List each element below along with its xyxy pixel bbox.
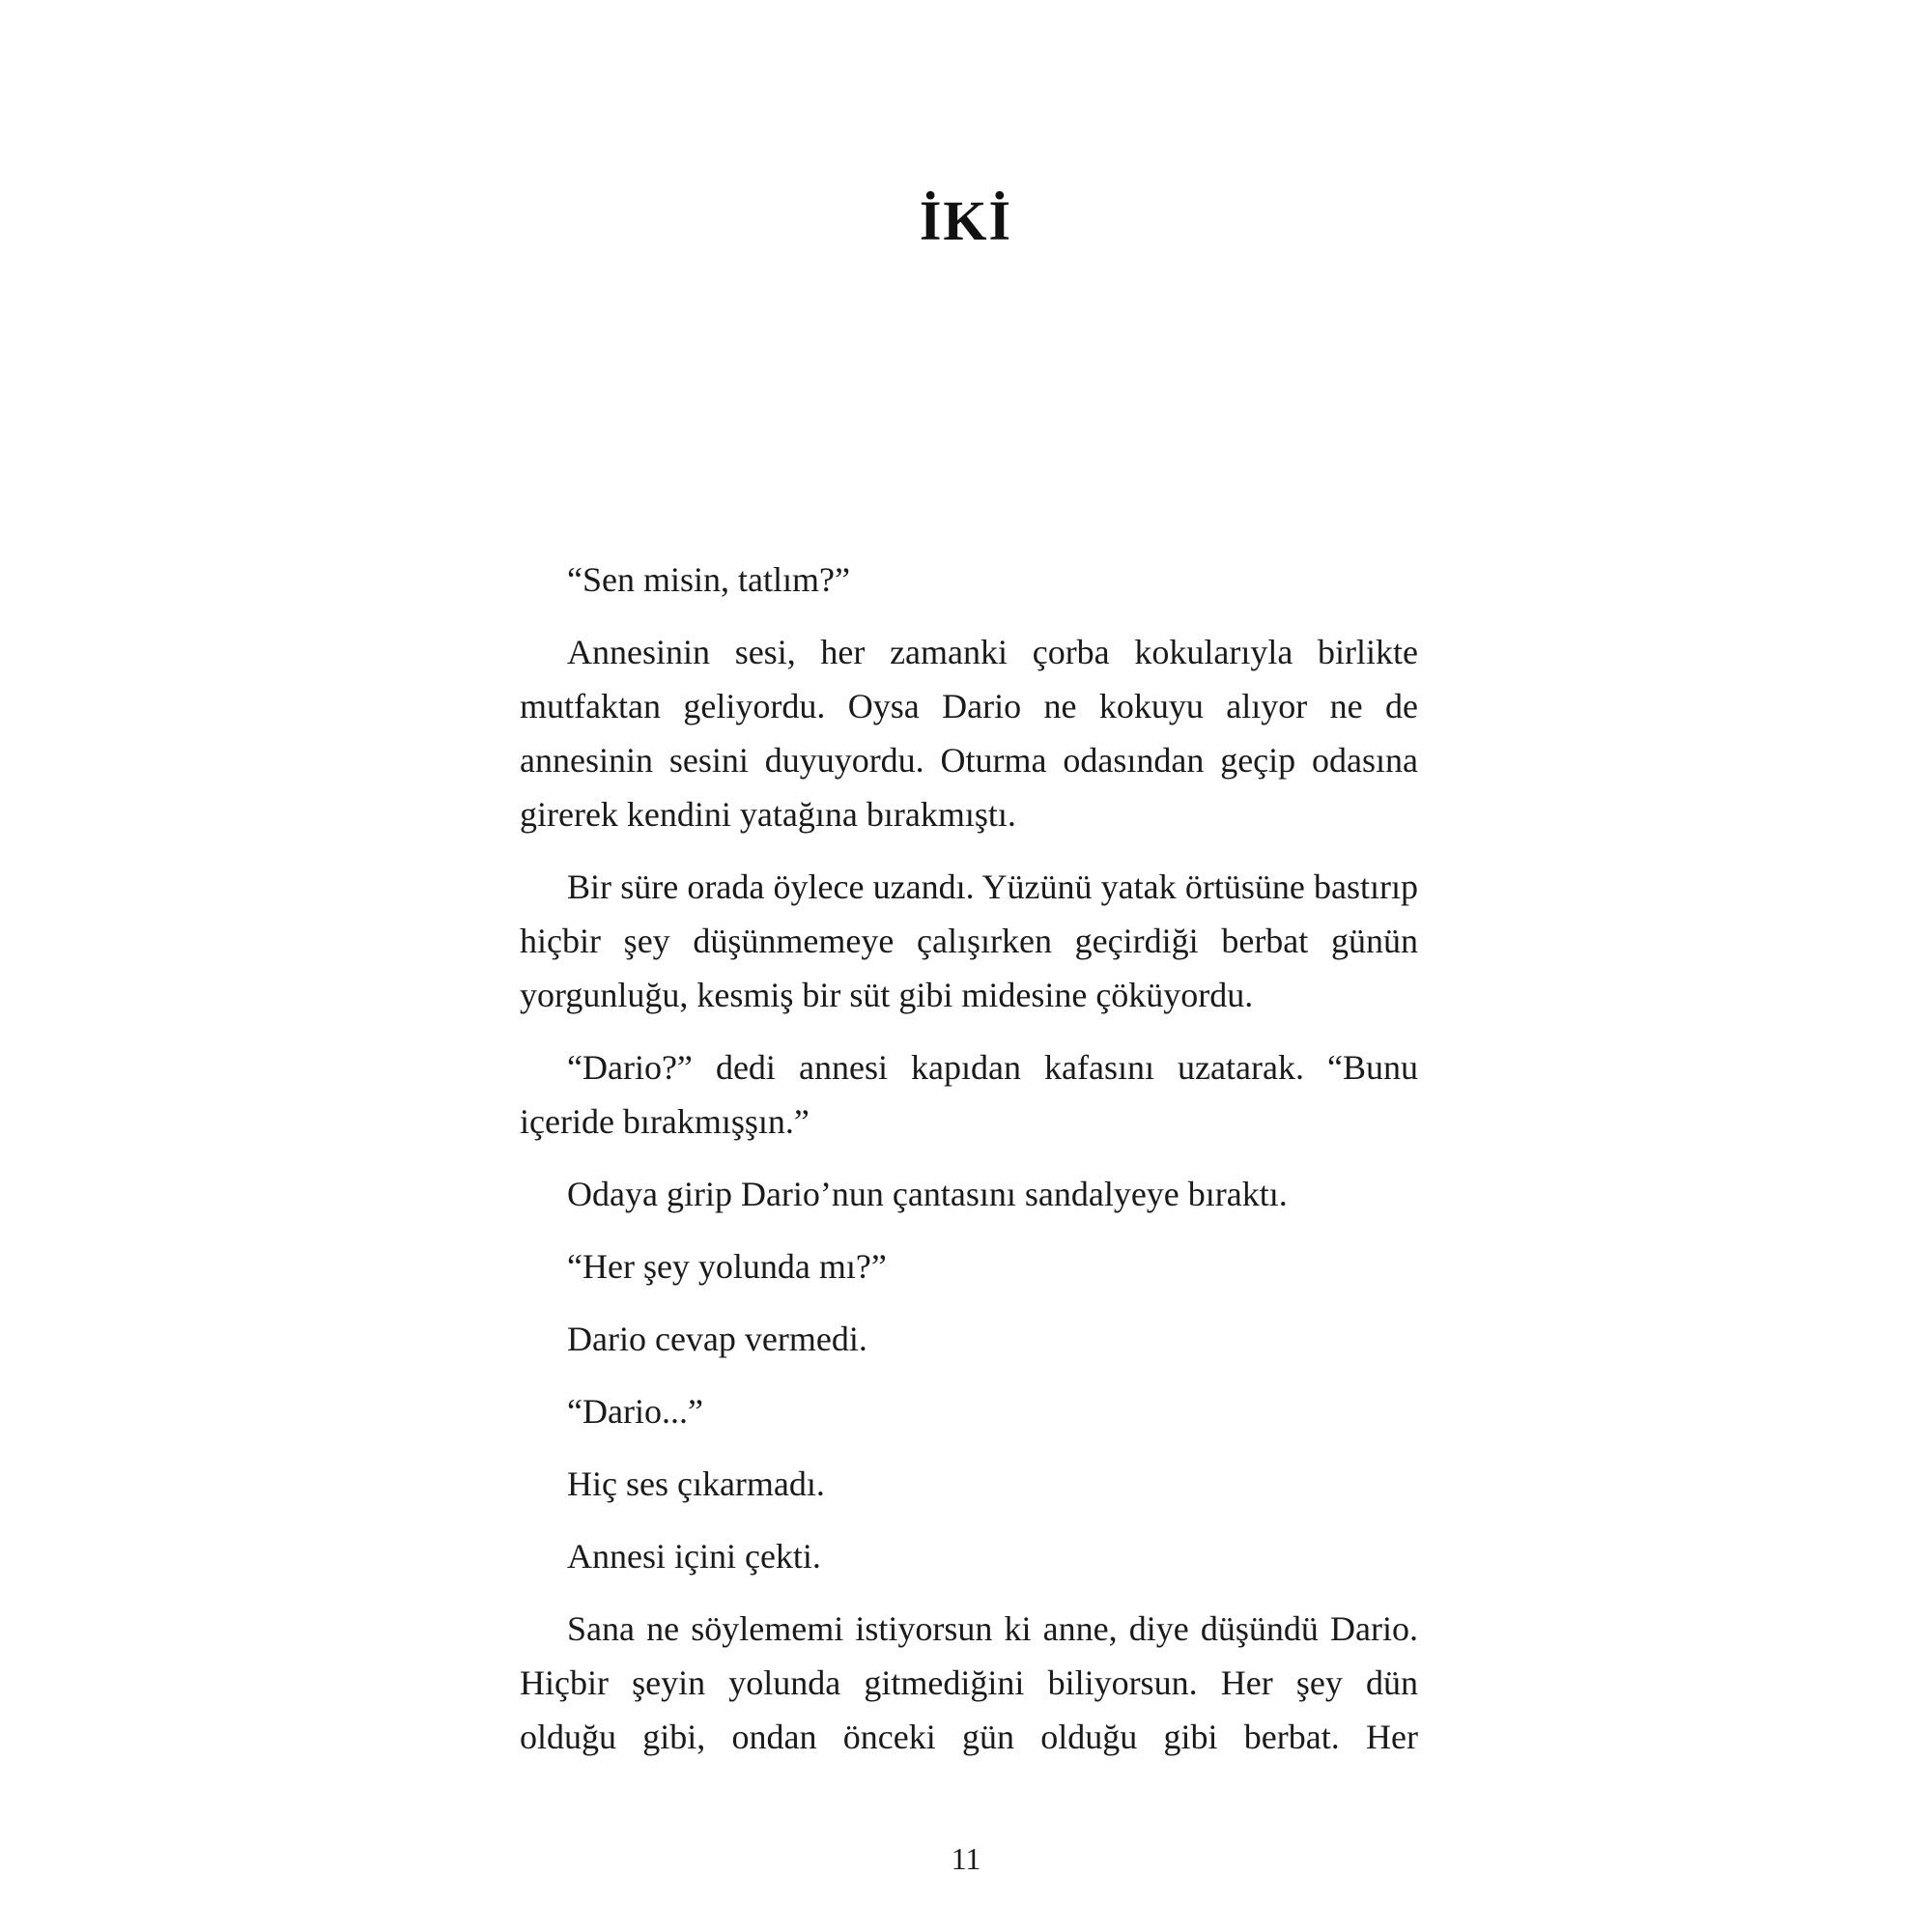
paragraph: “Dario...”: [567, 1392, 703, 1431]
paragraph: Hiç ses çıkarmadı.: [567, 1464, 825, 1503]
page-number: 11: [951, 1841, 981, 1876]
paragraph: “Sen misin, tatlım?”: [567, 560, 850, 599]
paragraph: Sana ne söylememi istiyorsun ki anne, diye düşündü Dario. Hiçbir şeyin yolunda gitmediğini biliyorsun. Her şey dün olduğu gibi, ondan önceki gün olduğu gibi berbat. Her: [520, 1609, 1418, 1756]
paragraph: Odaya girip Dario’nun çantasını sandalyeye bıraktı.: [567, 1175, 1288, 1213]
paragraph: Bir süre orada öylece uzandı. Yüzünü yatak örtüsüne bastırıp hiçbir şey düşünmemeye çalışırken geçirdiği berbat günün yorgunluğu, kesmiş bir süt gibi midesine çöküyordu.: [520, 867, 1418, 1014]
paragraph: “Her şey yolunda mı?”: [567, 1247, 887, 1286]
paragraph: Annesi içini çekti.: [567, 1537, 821, 1576]
body-text: [520, 553, 1418, 1764]
chapter-title: İKİ: [919, 189, 1013, 252]
paragraph: Annesinin sesi, her zamanki çorba kokularıyla birlikte mutfaktan geliyordu. Oysa Dario ne kokuyu alıyor ne de annesinin sesini duyuyordu. Oturma odasından geçip odasına girerek kendini yatağına bırakmıştı.: [520, 633, 1418, 834]
paragraph: Dario cevap vermedi.: [567, 1320, 867, 1358]
paragraph: “Dario?” dedi annesi kapıdan kafasını uzatarak. “Bunu içeride bırakmışşın.”: [520, 1048, 1418, 1141]
